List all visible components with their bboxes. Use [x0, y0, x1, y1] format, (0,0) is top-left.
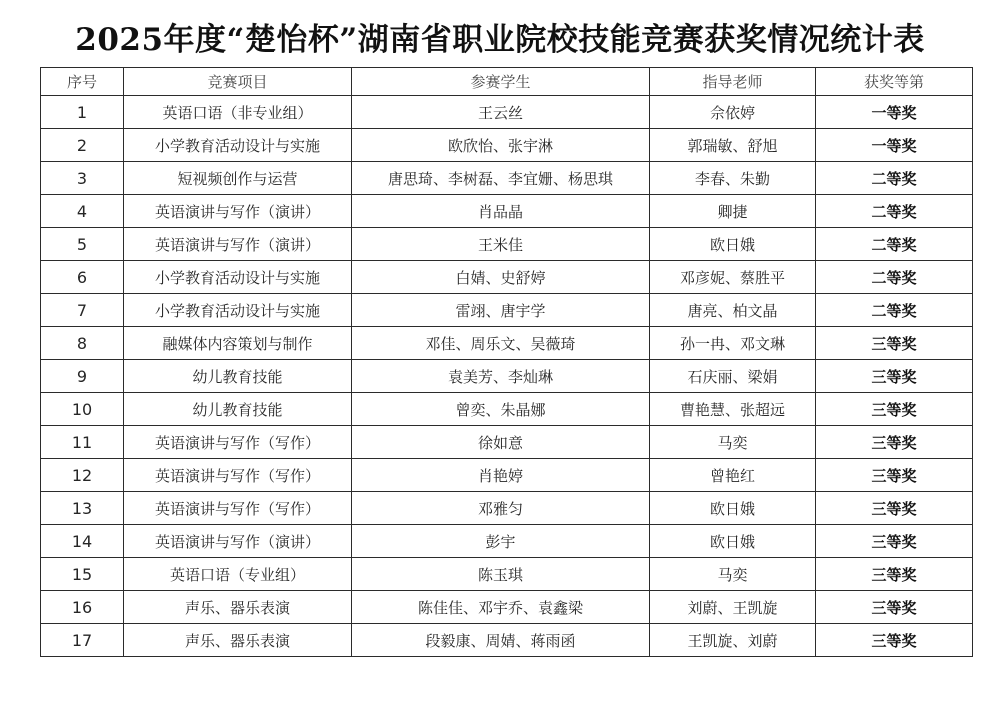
cell-no: 13 — [41, 492, 124, 525]
cell-project: 英语演讲与写作（写作） — [124, 492, 352, 525]
cell-no: 12 — [41, 459, 124, 492]
cell-project: 声乐、器乐表演 — [124, 591, 352, 624]
cell-no: 11 — [41, 426, 124, 459]
table-row — [41, 459, 973, 492]
cell-award: 一等奖 — [816, 129, 973, 162]
awards-table — [40, 67, 973, 657]
cell-students: 陈玉琪 — [352, 558, 650, 591]
cell-award: 三等奖 — [816, 393, 973, 426]
cell-award: 三等奖 — [816, 492, 973, 525]
cell-students: 陈佳佳、邓宇乔、袁鑫梁 — [352, 591, 650, 624]
table-row — [41, 525, 973, 558]
cell-award: 二等奖 — [816, 228, 973, 261]
table-row — [41, 96, 973, 129]
table-row — [41, 591, 973, 624]
cell-no: 7 — [41, 294, 124, 327]
cell-no: 17 — [41, 624, 124, 657]
cell-award: 二等奖 — [816, 162, 973, 195]
cell-project: 短视频创作与运营 — [124, 162, 352, 195]
cell-teachers: 曾艳红 — [650, 459, 816, 492]
cell-award: 三等奖 — [816, 624, 973, 657]
cell-award: 三等奖 — [816, 327, 973, 360]
table-row — [41, 558, 973, 591]
page-title: 2025年度“楚怡杯”湖南省职业院校技能竞赛获奖情况统计表 — [75, 22, 925, 58]
cell-teachers: 马奕 — [650, 426, 816, 459]
cell-project: 幼儿教育技能 — [124, 360, 352, 393]
cell-teachers: 马奕 — [650, 558, 816, 591]
cell-no: 15 — [41, 558, 124, 591]
cell-no: 3 — [41, 162, 124, 195]
header-teachers: 指导老师 — [650, 68, 816, 96]
cell-award: 三等奖 — [816, 459, 973, 492]
table-row — [41, 294, 973, 327]
cell-award: 三等奖 — [816, 426, 973, 459]
cell-students: 徐如意 — [352, 426, 650, 459]
cell-students: 雷翊、唐宇学 — [352, 294, 650, 327]
cell-no: 8 — [41, 327, 124, 360]
cell-no: 16 — [41, 591, 124, 624]
header-project: 竞赛项目 — [124, 68, 352, 96]
cell-no: 10 — [41, 393, 124, 426]
cell-no: 14 — [41, 525, 124, 558]
header-students: 参赛学生 — [352, 68, 650, 96]
cell-award: 三等奖 — [816, 360, 973, 393]
cell-project: 融媒体内容策划与制作 — [124, 327, 352, 360]
cell-teachers: 欧日娥 — [650, 492, 816, 525]
table-row — [41, 162, 973, 195]
cell-project: 英语演讲与写作（演讲） — [124, 525, 352, 558]
cell-no: 1 — [41, 96, 124, 129]
table-row — [41, 327, 973, 360]
table-header-row — [41, 68, 973, 96]
cell-students: 肖品晶 — [352, 195, 650, 228]
header-award: 获奖等第 — [816, 68, 973, 96]
cell-students: 段毅康、周婧、蒋雨函 — [352, 624, 650, 657]
cell-students: 王云丝 — [352, 96, 650, 129]
cell-no: 4 — [41, 195, 124, 228]
cell-teachers: 王凯旋、刘蔚 — [650, 624, 816, 657]
cell-no: 5 — [41, 228, 124, 261]
cell-teachers: 孙一冉、邓文琳 — [650, 327, 816, 360]
cell-teachers: 欧日娥 — [650, 228, 816, 261]
cell-students: 彭宇 — [352, 525, 650, 558]
cell-teachers: 石庆丽、梁娟 — [650, 360, 816, 393]
cell-award: 三等奖 — [816, 558, 973, 591]
cell-no: 9 — [41, 360, 124, 393]
cell-project: 英语口语（非专业组） — [124, 96, 352, 129]
cell-teachers: 佘依婷 — [650, 96, 816, 129]
table-row — [41, 393, 973, 426]
table-row — [41, 426, 973, 459]
cell-students: 邓佳、周乐文、吴薇琦 — [352, 327, 650, 360]
cell-teachers: 唐亮、柏文晶 — [650, 294, 816, 327]
cell-project: 声乐、器乐表演 — [124, 624, 352, 657]
cell-teachers: 邓彦妮、蔡胜平 — [650, 261, 816, 294]
cell-project: 幼儿教育技能 — [124, 393, 352, 426]
table-row — [41, 228, 973, 261]
table-row — [41, 195, 973, 228]
cell-award: 二等奖 — [816, 294, 973, 327]
cell-award: 三等奖 — [816, 591, 973, 624]
cell-project: 英语演讲与写作（写作） — [124, 426, 352, 459]
cell-no: 6 — [41, 261, 124, 294]
cell-students: 邓雅匀 — [352, 492, 650, 525]
cell-students: 肖艳婷 — [352, 459, 650, 492]
cell-award: 三等奖 — [816, 525, 973, 558]
cell-teachers: 郭瑞敏、舒旭 — [650, 129, 816, 162]
cell-project: 英语演讲与写作（演讲） — [124, 228, 352, 261]
cell-teachers: 曹艳慧、张超远 — [650, 393, 816, 426]
cell-students: 欧欣怡、张宇淋 — [352, 129, 650, 162]
table-row — [41, 492, 973, 525]
cell-students: 王米佳 — [352, 228, 650, 261]
cell-project: 英语演讲与写作（演讲） — [124, 195, 352, 228]
table-row — [41, 129, 973, 162]
cell-teachers: 欧日娥 — [650, 525, 816, 558]
cell-no: 2 — [41, 129, 124, 162]
cell-project: 小学教育活动设计与实施 — [124, 129, 352, 162]
cell-students: 曾奕、朱晶娜 — [352, 393, 650, 426]
cell-teachers: 刘蔚、王凯旋 — [650, 591, 816, 624]
cell-project: 小学教育活动设计与实施 — [124, 261, 352, 294]
cell-award: 一等奖 — [816, 96, 973, 129]
cell-students: 袁美芳、李灿琳 — [352, 360, 650, 393]
cell-project: 小学教育活动设计与实施 — [124, 294, 352, 327]
cell-teachers: 李春、朱勤 — [650, 162, 816, 195]
cell-project: 英语口语（专业组） — [124, 558, 352, 591]
table-row — [41, 360, 973, 393]
cell-students: 唐思琦、李树磊、李宜姗、杨思琪 — [352, 162, 650, 195]
table-row — [41, 261, 973, 294]
cell-award: 二等奖 — [816, 261, 973, 294]
table-row — [41, 624, 973, 657]
cell-award: 二等奖 — [816, 195, 973, 228]
cell-students: 白婧、史舒婷 — [352, 261, 650, 294]
cell-project: 英语演讲与写作（写作） — [124, 459, 352, 492]
cell-teachers: 卿捷 — [650, 195, 816, 228]
header-no: 序号 — [41, 68, 124, 96]
